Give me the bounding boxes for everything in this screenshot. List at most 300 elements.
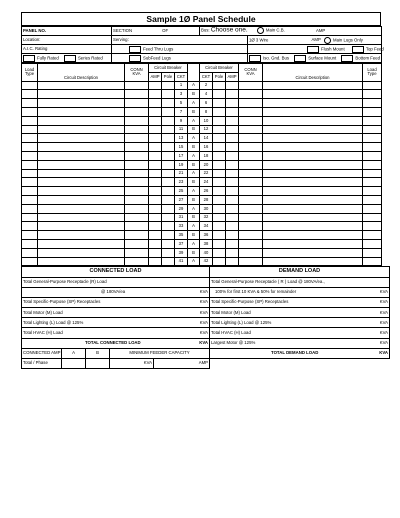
ckt-right: 40 — [200, 248, 213, 257]
gp2-label: @ 180VA/ea — [101, 289, 126, 295]
conn-kva-right[interactable] — [239, 169, 263, 178]
kva-unit: KVA — [199, 340, 209, 346]
load-type-right[interactable] — [363, 90, 382, 99]
circuit-desc-right[interactable] — [263, 248, 363, 257]
pole-right[interactable] — [213, 257, 226, 266]
load-type-left[interactable] — [22, 125, 38, 134]
serving-field[interactable] — [112, 36, 248, 45]
hvac-connected[interactable] — [22, 328, 210, 338]
ckt-right: 36 — [200, 231, 213, 240]
pole-left[interactable] — [162, 257, 175, 266]
conn-kva-left[interactable] — [125, 213, 149, 222]
circuit-desc-left[interactable] — [38, 107, 125, 116]
circuit-desc-left[interactable] — [38, 248, 125, 257]
load-type-left[interactable] — [22, 116, 38, 125]
circuit-desc-right[interactable] — [263, 187, 363, 196]
sp-label: Total Specific-Purpose (SP) Receptacles — [23, 299, 101, 305]
conn-kva-right[interactable] — [239, 195, 263, 204]
circuit-desc-right[interactable] — [263, 239, 363, 248]
circuit-desc-right[interactable] — [263, 195, 363, 204]
motor-connected[interactable] — [22, 308, 210, 318]
ckt-left: 7 — [175, 107, 188, 116]
circuit-desc-left[interactable] — [38, 81, 125, 90]
kva-unit: KVA — [379, 340, 389, 346]
phase: A — [188, 116, 200, 125]
ckt-right: 30 — [200, 204, 213, 213]
flush-mount-checkbox[interactable] — [307, 46, 319, 53]
bus-field[interactable] — [200, 27, 382, 36]
conn-kva-right[interactable] — [239, 187, 263, 196]
load-type-left[interactable] — [22, 143, 38, 152]
conn-kva-right[interactable] — [239, 257, 263, 266]
pole-right[interactable] — [213, 195, 226, 204]
location-field[interactable] — [22, 36, 112, 45]
conn-kva-right[interactable] — [239, 151, 263, 160]
amp-right[interactable] — [226, 248, 239, 257]
ckt-left: 17 — [175, 151, 188, 160]
circuit-desc-right[interactable] — [263, 222, 363, 231]
pole-left[interactable] — [162, 248, 175, 257]
amp-left[interactable] — [149, 143, 162, 152]
amp-right[interactable] — [226, 99, 239, 108]
conn-label: CONN — [130, 67, 143, 73]
pole-right[interactable] — [213, 213, 226, 222]
main-cb-radio[interactable] — [257, 27, 264, 34]
conn-kva-right[interactable] — [239, 116, 263, 125]
load-type-right[interactable] — [363, 143, 382, 152]
circuit-row — [22, 178, 382, 187]
load-type-left[interactable] — [22, 257, 38, 266]
pole-left[interactable] — [162, 239, 175, 248]
conn-kva-left[interactable] — [125, 178, 149, 187]
total-demand-load[interactable] — [210, 348, 390, 358]
load-type-left[interactable] — [22, 107, 38, 116]
pole-left[interactable] — [162, 107, 175, 116]
kva-unit: KVA — [199, 309, 209, 315]
gp-receptacle-connected-value[interactable] — [22, 287, 210, 297]
section-field[interactable] — [112, 27, 200, 36]
main-lugs-radio[interactable] — [324, 37, 331, 44]
pole-left[interactable] — [162, 231, 175, 240]
pole-left[interactable] — [162, 160, 175, 169]
gp-receptacle-demand[interactable]: Total General-Purpose Receptacle ( R ) Load @ 180VA/ea., — [210, 277, 390, 287]
pole-left[interactable] — [162, 178, 175, 187]
hvac-demand[interactable] — [210, 328, 390, 338]
conn-kva-right[interactable] — [239, 178, 263, 187]
pole-left[interactable] — [162, 134, 175, 143]
conn-kva-right[interactable] — [239, 204, 263, 213]
conn-kva-left[interactable] — [125, 195, 149, 204]
circuit-desc-right[interactable] — [263, 178, 363, 187]
conn-kva-left[interactable] — [125, 99, 149, 108]
kva-unit: KVA — [199, 319, 209, 325]
location-label: Location: — [23, 36, 41, 42]
total-phase-label: Total / Phase — [22, 359, 62, 369]
circuit-desc-right[interactable] — [263, 257, 363, 266]
amp-right[interactable] — [226, 222, 239, 231]
circuit-desc-right[interactable] — [263, 213, 363, 222]
conn-kva-left[interactable] — [125, 90, 149, 99]
kva-unit: KVA — [379, 329, 389, 335]
ckt-left: 31 — [175, 213, 188, 222]
amp-left[interactable] — [149, 231, 162, 240]
pole-left[interactable] — [162, 195, 175, 204]
amp-right[interactable] — [226, 125, 239, 134]
circuit-desc-left[interactable] — [38, 134, 125, 143]
conn-kva-right[interactable] — [239, 239, 263, 248]
load-type-left[interactable] — [22, 239, 38, 248]
load-type-left[interactable] — [22, 213, 38, 222]
circuit-desc-left[interactable] — [38, 222, 125, 231]
panel-no-label: PANEL NO. — [23, 27, 46, 33]
circuit-desc-right[interactable] — [263, 134, 363, 143]
pole-right[interactable] — [213, 248, 226, 257]
gp-receptacle-connected[interactable]: Total General-Purpose Receptacle (R) Load — [22, 277, 210, 287]
load-type-right[interactable] — [363, 160, 382, 169]
conn-kva-right[interactable] — [239, 143, 263, 152]
amp-left[interactable] — [149, 257, 162, 266]
circuit-desc-right[interactable] — [263, 204, 363, 213]
motor-label: Total Motor (M) Load — [23, 309, 63, 315]
pole-right[interactable] — [213, 151, 226, 160]
load-type-left[interactable] — [22, 222, 38, 231]
load-type-left[interactable] — [22, 160, 38, 169]
top-feed-checkbox[interactable] — [352, 46, 364, 53]
conn-kva-left[interactable] — [125, 151, 149, 160]
amp-left[interactable] — [149, 81, 162, 90]
sp-demand[interactable] — [210, 297, 390, 307]
lighting-connected[interactable] — [22, 318, 210, 328]
pole-right[interactable] — [213, 187, 226, 196]
load-type-left[interactable] — [22, 169, 38, 178]
circuit-desc-right[interactable] — [263, 143, 363, 152]
load-type-right[interactable] — [363, 204, 382, 213]
amp-right[interactable] — [226, 195, 239, 204]
amp-left[interactable] — [149, 248, 162, 257]
hvac-demand-label: Total HVAC (H) Load — [211, 329, 251, 335]
main-cb-label: Main C.B. — [265, 28, 285, 34]
motor-demand[interactable] — [210, 308, 390, 318]
phase-a-value[interactable] — [62, 359, 86, 369]
load-type-left[interactable] — [22, 99, 38, 108]
pole-right[interactable] — [213, 99, 226, 108]
amp-right[interactable] — [226, 160, 239, 169]
load-type-right[interactable] — [363, 99, 382, 108]
pole-left[interactable] — [162, 143, 175, 152]
circuit-desc-left[interactable] — [38, 125, 125, 134]
amp-right[interactable] — [226, 257, 239, 266]
conn-kva-right[interactable] — [239, 125, 263, 134]
min-feeder-amp[interactable]: AMP — [154, 359, 210, 369]
amp-left[interactable] — [149, 125, 162, 134]
amp-right[interactable] — [226, 239, 239, 248]
amp-right[interactable] — [226, 204, 239, 213]
load-type-right[interactable] — [363, 248, 382, 257]
circuit-desc-right[interactable] — [263, 231, 363, 240]
load-type-right[interactable] — [363, 151, 382, 160]
ckt-left: 11 — [175, 125, 188, 134]
load-type-left[interactable] — [22, 178, 38, 187]
ckt-right: 4 — [200, 90, 213, 99]
amp-col-right: AMP — [226, 72, 239, 81]
conn-kva-right[interactable] — [239, 160, 263, 169]
load-type-right[interactable] — [363, 125, 382, 134]
circuit-desc-right[interactable] — [263, 90, 363, 99]
conn-kva-right[interactable] — [239, 81, 263, 90]
phase: B — [188, 90, 200, 99]
amp-right[interactable] — [226, 107, 239, 116]
load-type-left[interactable] — [22, 151, 38, 160]
circuit-desc-left[interactable] — [38, 187, 125, 196]
conn-kva-left[interactable] — [125, 125, 149, 134]
sp-connected[interactable] — [22, 297, 210, 307]
circuit-row — [22, 107, 382, 116]
amp-right[interactable] — [226, 213, 239, 222]
amp-right[interactable] — [226, 169, 239, 178]
load-type-left[interactable] — [22, 231, 38, 240]
total-demand-label: TOTAL DEMAND LOAD — [271, 350, 319, 356]
pole-left[interactable] — [162, 81, 175, 90]
amp-left[interactable] — [149, 90, 162, 99]
circuit-desc-right[interactable] — [263, 116, 363, 125]
pole-right[interactable] — [213, 169, 226, 178]
conn-kva-left[interactable] — [125, 248, 149, 257]
lighting-demand[interactable] — [210, 318, 390, 328]
pole-right[interactable] — [213, 143, 226, 152]
conn-kva-left[interactable] — [125, 81, 149, 90]
circuit-desc-left[interactable] — [38, 204, 125, 213]
circuit-desc-left[interactable] — [38, 90, 125, 99]
gnd-cell — [248, 54, 382, 63]
pole-right[interactable] — [213, 222, 226, 231]
conn-kva-right[interactable] — [239, 99, 263, 108]
circuit-desc-right[interactable] — [263, 125, 363, 134]
surface-mount-label: Surface Mount — [308, 55, 337, 61]
pole-right[interactable] — [213, 90, 226, 99]
series-rated-checkbox[interactable] — [64, 55, 76, 62]
circuit-desc-right[interactable] — [263, 169, 363, 178]
load-type-header-left — [22, 64, 38, 82]
conn-kva-left[interactable] — [125, 187, 149, 196]
load-type-right[interactable] — [363, 231, 382, 240]
amp-left[interactable] — [149, 151, 162, 160]
circuit-desc-left[interactable] — [38, 116, 125, 125]
load-type-right[interactable] — [363, 222, 382, 231]
circuit-desc-left[interactable] — [38, 213, 125, 222]
amp-left[interactable] — [149, 169, 162, 178]
load-type-left[interactable] — [22, 248, 38, 257]
phase: A — [188, 239, 200, 248]
conn-kva-left[interactable] — [125, 134, 149, 143]
pole-right[interactable] — [213, 178, 226, 187]
amp-right[interactable] — [226, 231, 239, 240]
load-type-right[interactable] — [363, 239, 382, 248]
load-type-left[interactable] — [22, 204, 38, 213]
ckt-left: 25 — [175, 187, 188, 196]
amp-left[interactable] — [149, 187, 162, 196]
circuit-desc-right[interactable] — [263, 99, 363, 108]
conn-kva-left[interactable] — [125, 169, 149, 178]
pole-right[interactable] — [213, 239, 226, 248]
amp-left[interactable] — [149, 239, 162, 248]
pole-left[interactable] — [162, 90, 175, 99]
circuit-desc-right[interactable] — [263, 81, 363, 90]
load-type-right[interactable] — [363, 107, 382, 116]
circuit-desc-left[interactable] — [38, 169, 125, 178]
aic-field[interactable] — [22, 45, 112, 54]
circuit-desc-left[interactable] — [38, 239, 125, 248]
pole-left[interactable] — [162, 99, 175, 108]
phase-b-value[interactable] — [86, 359, 110, 369]
phase: A — [188, 204, 200, 213]
pole-right[interactable] — [213, 107, 226, 116]
load-type-left[interactable] — [22, 81, 38, 90]
conn-kva-left[interactable] — [125, 239, 149, 248]
total-connected-load[interactable] — [22, 338, 210, 348]
pole-left[interactable] — [162, 151, 175, 160]
circuit-row — [22, 213, 382, 222]
surface-mount-checkbox[interactable] — [294, 55, 306, 62]
type-label: Type — [367, 71, 377, 77]
amp-right[interactable] — [226, 116, 239, 125]
kva-label: KVA — [246, 71, 255, 77]
circuit-desc-left[interactable] — [38, 151, 125, 160]
amp-left[interactable] — [149, 134, 162, 143]
amp-right[interactable] — [226, 81, 239, 90]
bottom-feed-checkbox[interactable] — [341, 55, 353, 62]
circuit-desc-left[interactable] — [38, 178, 125, 187]
amp-left[interactable] — [149, 160, 162, 169]
conn-kva-left[interactable] — [125, 107, 149, 116]
conn-kva-right[interactable] — [239, 134, 263, 143]
pole-left[interactable] — [162, 187, 175, 196]
load-type-left[interactable] — [22, 195, 38, 204]
kva-unit: KVA — [379, 299, 389, 305]
ckt-left: 19 — [175, 160, 188, 169]
min-feeder-kva[interactable]: KVA — [110, 359, 154, 369]
amp-left[interactable] — [149, 116, 162, 125]
ckt-right: 8 — [200, 107, 213, 116]
ckt-right: 26 — [200, 187, 213, 196]
conn-kva-left[interactable] — [125, 204, 149, 213]
amp-left[interactable] — [149, 195, 162, 204]
load-type-right[interactable] — [363, 134, 382, 143]
load-type-left[interactable] — [22, 134, 38, 143]
load-type-right[interactable] — [363, 169, 382, 178]
load-type-right[interactable] — [363, 81, 382, 90]
amp-right[interactable] — [226, 178, 239, 187]
load-type-right[interactable] — [363, 213, 382, 222]
amp-left[interactable] — [149, 204, 162, 213]
panel-no-field[interactable] — [22, 27, 112, 36]
circuit-desc-left[interactable] — [38, 143, 125, 152]
pole-right[interactable] — [213, 116, 226, 125]
phase: B — [188, 125, 200, 134]
conn-kva-left[interactable] — [125, 116, 149, 125]
wire-label: 1Ø 3 Wire — [249, 37, 269, 43]
conn-kva-left[interactable] — [125, 160, 149, 169]
load-type-right[interactable] — [363, 195, 382, 204]
ckt-left: 13 — [175, 134, 188, 143]
conn-kva-right[interactable] — [239, 231, 263, 240]
amp-left[interactable] — [149, 178, 162, 187]
largest-motor-demand[interactable] — [210, 338, 390, 348]
circuit-desc-left[interactable] — [38, 195, 125, 204]
connected-load-title: CONNECTED LOAD — [22, 267, 210, 277]
pole-left[interactable] — [162, 213, 175, 222]
load-label: Load — [367, 67, 377, 73]
load-type-right[interactable] — [363, 257, 382, 266]
ckt-right: 28 — [200, 195, 213, 204]
circuit-row — [22, 248, 382, 257]
circuit-desc-left[interactable] — [38, 160, 125, 169]
circuit-row — [22, 134, 382, 143]
conn-kva-left[interactable] — [125, 222, 149, 231]
circuit-desc-right[interactable] — [263, 160, 363, 169]
load-type-left[interactable] — [22, 90, 38, 99]
amp-right[interactable] — [226, 143, 239, 152]
feed-thru-checkbox[interactable] — [129, 46, 141, 53]
iso-gnd-checkbox[interactable] — [249, 55, 261, 62]
amp-left[interactable] — [149, 222, 162, 231]
load-type-right[interactable] — [363, 116, 382, 125]
pole-left[interactable] — [162, 116, 175, 125]
pole-right[interactable] — [213, 125, 226, 134]
bus-dropdown[interactable]: Choose one. — [210, 27, 248, 35]
pole-left[interactable] — [162, 204, 175, 213]
fully-rated-checkbox[interactable] — [23, 55, 35, 62]
conn-kva-left[interactable] — [125, 143, 149, 152]
pole-left[interactable] — [162, 125, 175, 134]
ckt-left: 33 — [175, 222, 188, 231]
conn-kva-left[interactable] — [125, 231, 149, 240]
subfeed-checkbox[interactable] — [129, 55, 141, 62]
amp-right[interactable] — [226, 134, 239, 143]
conn-kva-right[interactable] — [239, 90, 263, 99]
load-type-right[interactable] — [363, 178, 382, 187]
load-type-left[interactable] — [22, 187, 38, 196]
pole-right[interactable] — [213, 160, 226, 169]
pole-right[interactable] — [213, 204, 226, 213]
amp-left[interactable] — [149, 99, 162, 108]
conn-kva-right[interactable] — [239, 213, 263, 222]
circuit-desc-left[interactable] — [38, 231, 125, 240]
amp-right[interactable] — [226, 90, 239, 99]
pole-right[interactable] — [213, 231, 226, 240]
circuit-desc-right[interactable] — [263, 107, 363, 116]
circuit-desc-left[interactable] — [38, 257, 125, 266]
pole-left[interactable] — [162, 169, 175, 178]
circuit-desc-left[interactable] — [38, 99, 125, 108]
gp-receptacle-demand-value[interactable] — [210, 287, 390, 297]
conn-kva-right[interactable] — [239, 248, 263, 257]
conn-kva-right[interactable] — [239, 107, 263, 116]
conn-kva-right[interactable] — [239, 222, 263, 231]
amp-right[interactable] — [226, 151, 239, 160]
pole-left[interactable] — [162, 222, 175, 231]
load-type-right[interactable] — [363, 187, 382, 196]
amp-left[interactable] — [149, 213, 162, 222]
ckt-right: 2 — [200, 81, 213, 90]
phase: B — [188, 160, 200, 169]
amp-left[interactable] — [149, 107, 162, 116]
phase: A — [188, 169, 200, 178]
amp-right[interactable] — [226, 187, 239, 196]
conn-kva-left[interactable] — [125, 257, 149, 266]
circuit-desc-right[interactable] — [263, 151, 363, 160]
pole-right[interactable] — [213, 134, 226, 143]
pole-right[interactable] — [213, 81, 226, 90]
